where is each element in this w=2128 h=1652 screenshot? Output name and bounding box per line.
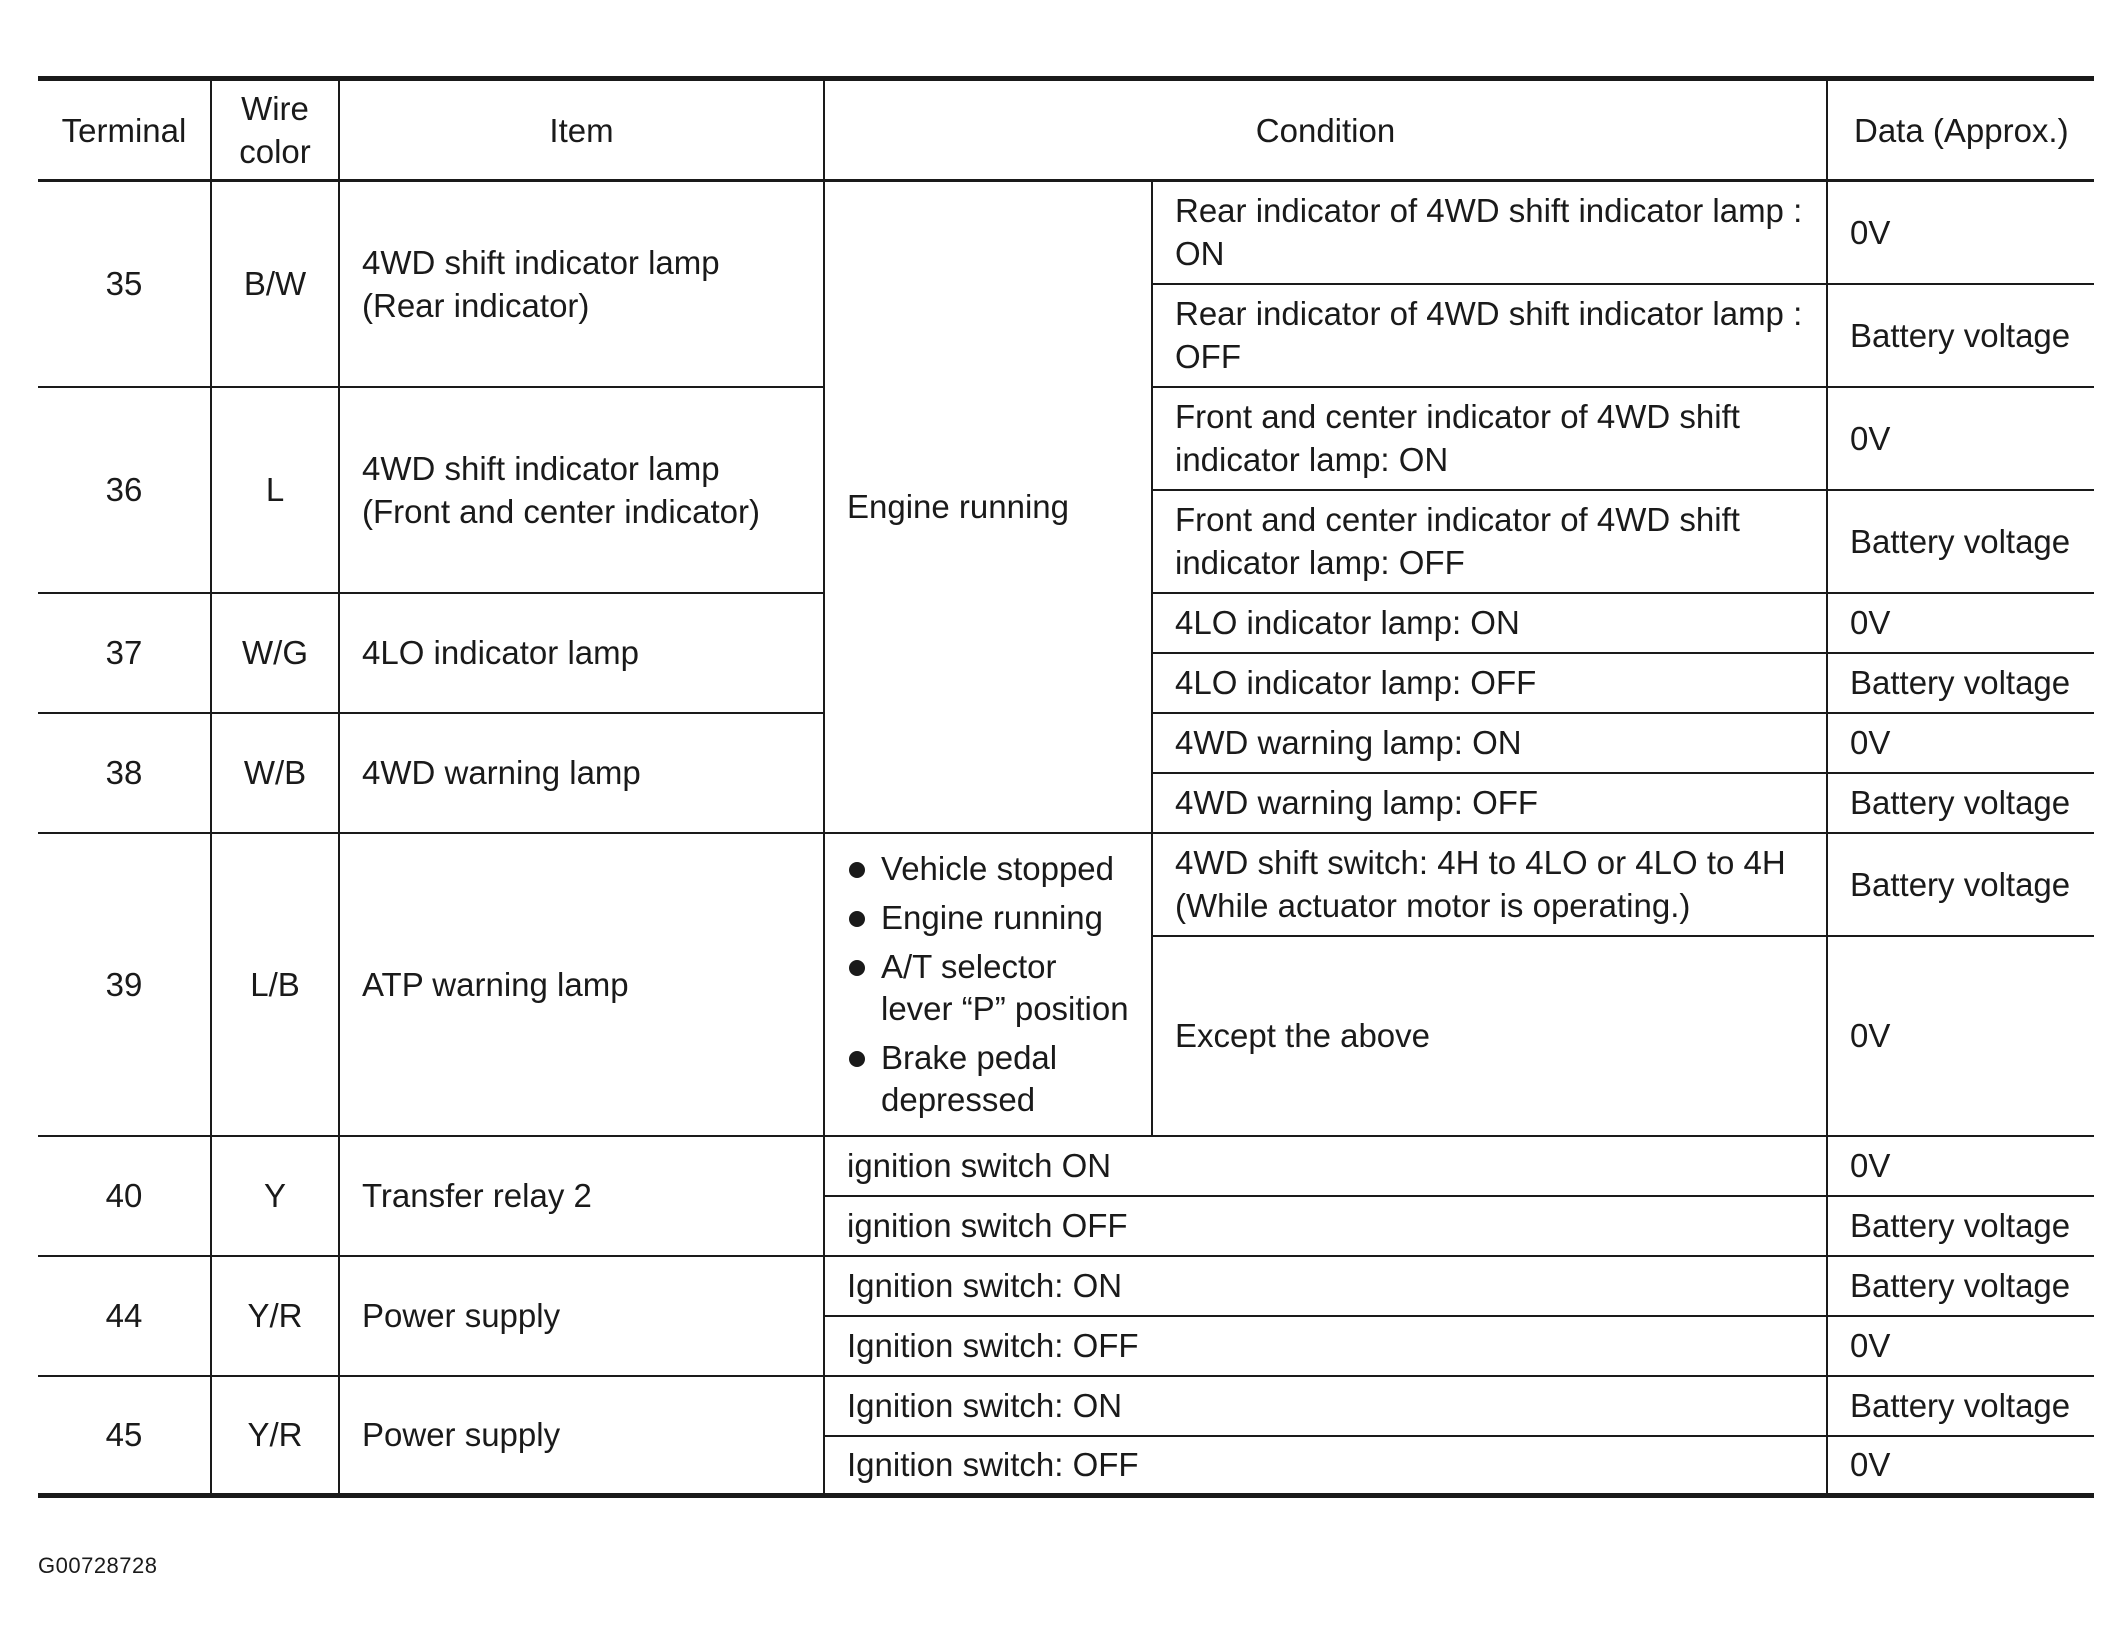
wire-color-cell: Y	[211, 1136, 339, 1256]
header-terminal: Terminal	[38, 79, 211, 181]
item-cell: Power supply	[339, 1376, 824, 1496]
condition-cell: Rear indicator of 4WD shift indicator lamp : OFF	[1152, 284, 1827, 387]
table-row	[38, 1376, 2094, 1436]
condition-cell: Front and center indicator of 4WD shift indicator lamp: OFF	[1152, 490, 1827, 593]
header-item: Item	[339, 79, 824, 181]
wire-color-cell: L	[211, 387, 339, 593]
data-cell: Battery voltage	[1827, 1376, 2094, 1436]
condition-cell: 4LO indicator lamp: ON	[1152, 593, 1827, 653]
condition-bullet: Engine running	[847, 897, 1129, 939]
terminal-cell: 38	[38, 713, 211, 833]
data-cell: 0V	[1827, 1316, 2094, 1376]
condition-cell: Except the above	[1152, 936, 1827, 1136]
item-cell: 4WD warning lamp	[339, 713, 824, 833]
data-cell: Battery voltage	[1827, 653, 2094, 713]
data-cell: 0V	[1827, 1136, 2094, 1196]
wire-color-cell: B/W	[211, 181, 339, 387]
condition-cell: Ignition switch: OFF	[824, 1436, 1827, 1496]
data-cell: 0V	[1827, 387, 2094, 490]
condition-bullet: Brake pedal depressed	[847, 1037, 1129, 1121]
terminal-cell: 45	[38, 1376, 211, 1496]
data-cell: 0V	[1827, 593, 2094, 653]
terminal-cell: 39	[38, 833, 211, 1136]
header-wire-color: Wire color	[211, 79, 339, 181]
item-cell: Transfer relay 2	[339, 1136, 824, 1256]
terminal-cell: 40	[38, 1136, 211, 1256]
data-cell: Battery voltage	[1827, 1256, 2094, 1316]
header-row	[38, 79, 2094, 181]
data-cell: 0V	[1827, 1436, 2094, 1496]
data-cell: Battery voltage	[1827, 1196, 2094, 1256]
condition-bullets-cell	[824, 833, 1152, 1136]
condition-bullet-list	[847, 848, 1129, 1121]
data-cell: Battery voltage	[1827, 773, 2094, 833]
condition-bullet: Vehicle stopped	[847, 848, 1129, 890]
header-condition: Condition	[824, 79, 1827, 181]
data-cell: Battery voltage	[1827, 833, 2094, 936]
condition-cell: ignition switch OFF	[824, 1196, 1827, 1256]
table-row	[38, 1256, 2094, 1316]
condition-cell: Ignition switch: OFF	[824, 1316, 1827, 1376]
shared-condition-cell: Engine running	[824, 181, 1152, 833]
wire-color-cell: L/B	[211, 833, 339, 1136]
condition-cell: Front and center indicator of 4WD shift indicator lamp: ON	[1152, 387, 1827, 490]
condition-bullet: A/T selector lever “P” position	[847, 946, 1129, 1030]
terminal-cell: 36	[38, 387, 211, 593]
table-row	[38, 833, 2094, 936]
data-cell: 0V	[1827, 713, 2094, 773]
condition-cell: 4WD warning lamp: OFF	[1152, 773, 1827, 833]
condition-cell: 4LO indicator lamp: OFF	[1152, 653, 1827, 713]
item-cell: 4WD shift indicator lamp (Front and center indicator)	[339, 387, 824, 593]
condition-cell: 4WD shift switch: 4H to 4LO or 4LO to 4H (While actuator motor is operating.)	[1152, 833, 1827, 936]
item-cell: ATP warning lamp	[339, 833, 824, 1136]
data-cell: Battery voltage	[1827, 284, 2094, 387]
item-cell: Power supply	[339, 1256, 824, 1376]
condition-cell: 4WD warning lamp: ON	[1152, 713, 1827, 773]
condition-cell: ignition switch ON	[824, 1136, 1827, 1196]
item-cell: 4WD shift indicator lamp (Rear indicator)	[339, 181, 824, 387]
table-row	[38, 1136, 2094, 1196]
condition-cell: Rear indicator of 4WD shift indicator lamp : ON	[1152, 181, 1827, 284]
header-data: Data (Approx.)	[1827, 79, 2094, 181]
data-cell: 0V	[1827, 936, 2094, 1136]
condition-cell: Ignition switch: ON	[824, 1256, 1827, 1316]
wire-color-cell: Y/R	[211, 1376, 339, 1496]
wire-color-cell: W/G	[211, 593, 339, 713]
data-cell: Battery voltage	[1827, 490, 2094, 593]
wire-color-cell: W/B	[211, 713, 339, 833]
document-code: G00728728	[38, 1553, 158, 1578]
wire-color-cell: Y/R	[211, 1256, 339, 1376]
condition-cell: Ignition switch: ON	[824, 1376, 1827, 1436]
terminal-cell: 37	[38, 593, 211, 713]
terminal-data-table	[38, 76, 2094, 1498]
table-row	[38, 181, 2094, 284]
terminal-cell: 44	[38, 1256, 211, 1376]
data-cell: 0V	[1827, 181, 2094, 284]
item-cell: 4LO indicator lamp	[339, 593, 824, 713]
terminal-cell: 35	[38, 181, 211, 387]
